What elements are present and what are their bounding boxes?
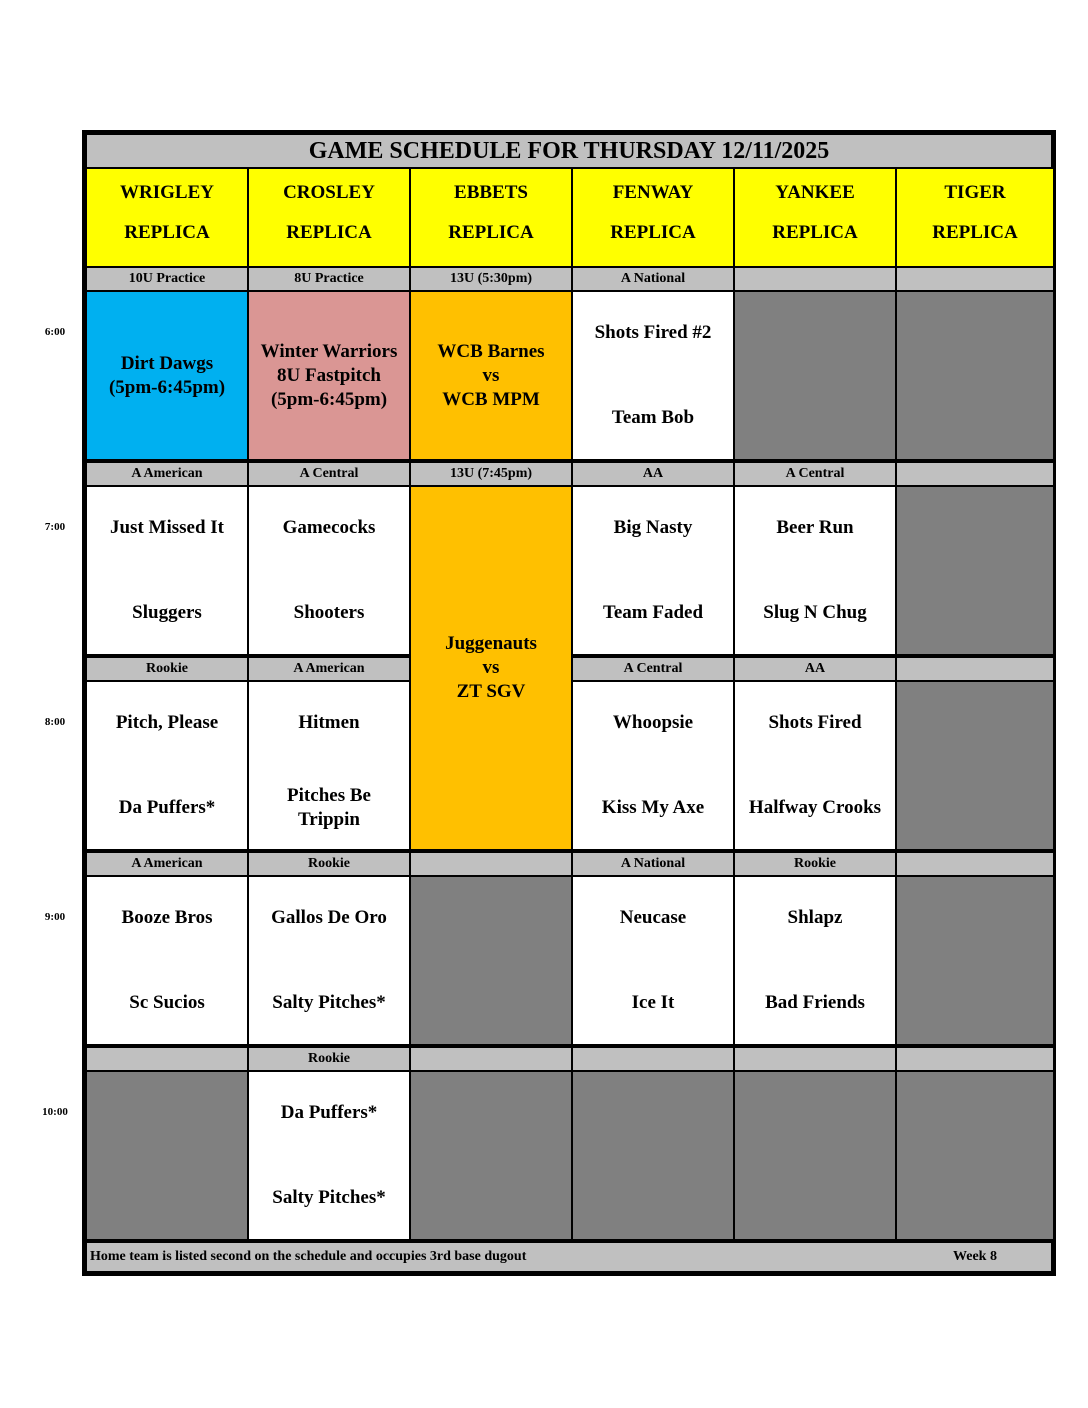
time-label: 7:00 (44, 521, 66, 533)
division-label: A National (571, 266, 735, 292)
field-header (409, 167, 573, 268)
away-team: Gamecocks (282, 517, 376, 538)
division-label (733, 1046, 897, 1072)
division-label: 13U (5:30pm) (409, 266, 573, 292)
game-cell (247, 875, 411, 1046)
game-cell (571, 680, 735, 851)
game-cell (733, 680, 897, 851)
away-team: Whoopsie (612, 712, 694, 733)
game-cell (571, 485, 735, 656)
field-name: FENWAY (612, 182, 694, 203)
event-line: vs (482, 364, 500, 386)
event-line: Juggenauts (445, 633, 537, 654)
division-label (895, 656, 1055, 682)
away-team: Shots Fired (768, 712, 862, 733)
division-label: 8U Practice (247, 266, 411, 292)
empty-slot (409, 1070, 573, 1241)
home-team: Salty Pitches* (272, 1187, 386, 1208)
division-label (895, 851, 1055, 877)
division-label: A National (571, 851, 735, 877)
division-label (895, 1046, 1055, 1072)
event-line: WCB Barnes (437, 340, 545, 362)
empty-slot (733, 1070, 897, 1241)
field-header (247, 167, 411, 268)
event-line: 8U Fastpitch (277, 364, 381, 386)
game-cell (571, 875, 735, 1046)
division-label: A American (85, 461, 249, 487)
schedule-title: GAME SCHEDULE FOR THURSDAY 12/11/2025 (85, 133, 1053, 169)
empty-slot (409, 875, 573, 1046)
game-cell (733, 875, 897, 1046)
home-team: Team Faded (602, 602, 704, 623)
division-label (409, 851, 573, 877)
home-team: Pitches Be Trippin (287, 785, 371, 830)
event-line: vs (482, 657, 500, 678)
home-team: Da Puffers* (118, 797, 216, 818)
game-cell (247, 680, 411, 851)
division-label (409, 1046, 573, 1072)
away-team: Beer Run (776, 517, 854, 538)
empty-slot (895, 290, 1055, 461)
field-header (733, 167, 897, 268)
empty-slot (895, 680, 1055, 851)
division-label (895, 266, 1055, 292)
away-team: Big Nasty (613, 517, 693, 538)
game-cell (733, 485, 897, 656)
game-cell (85, 875, 249, 1046)
event-line: ZT SGV (456, 681, 526, 702)
home-team: Kiss My Axe (601, 797, 705, 818)
empty-slot (895, 1070, 1055, 1241)
away-team: Da Puffers* (280, 1102, 378, 1123)
time-label: 8:00 (44, 716, 66, 728)
event-line: (5pm-6:45pm) (270, 388, 388, 410)
home-team: Salty Pitches* (272, 992, 386, 1013)
empty-slot (895, 485, 1055, 656)
division-label: 10U Practice (85, 266, 249, 292)
division-label: A Central (571, 656, 735, 682)
away-team: Neucase (619, 907, 687, 928)
game-cell (85, 680, 249, 851)
division-label (895, 461, 1055, 487)
away-team: Shots Fired #2 (594, 322, 712, 343)
schedule-table (82, 130, 1056, 1276)
field-subtitle: REPLICA (448, 222, 534, 243)
home-team: Team Bob (611, 407, 695, 428)
special-event-cell (247, 290, 411, 461)
game-cell (85, 485, 249, 656)
home-team: Bad Friends (765, 992, 865, 1013)
event-line: Winter Warriors (260, 340, 398, 362)
field-name: EBBETS (454, 182, 528, 203)
home-team: Halfway Crooks (748, 797, 882, 818)
footer-note (85, 1241, 1053, 1273)
game-cell (571, 290, 735, 461)
home-team: Slug N Chug (763, 602, 867, 623)
away-team: Just Missed It (109, 517, 224, 538)
game-cell (247, 485, 411, 656)
empty-slot (733, 290, 897, 461)
division-label: Rookie (247, 1046, 411, 1072)
field-header (895, 167, 1055, 268)
division-label (85, 1046, 249, 1072)
away-team: Gallos De Oro (271, 907, 387, 928)
event-line: (5pm-6:45pm) (108, 376, 226, 398)
home-team: Ice It (631, 992, 675, 1013)
division-label (571, 1046, 735, 1072)
field-subtitle: REPLICA (286, 222, 372, 243)
field-header (85, 167, 249, 268)
division-label: Rookie (733, 851, 897, 877)
field-header (571, 167, 735, 268)
time-label: 6:00 (44, 326, 66, 338)
game-cell (247, 1070, 411, 1241)
field-name: YANKEE (775, 182, 855, 203)
field-name: WRIGLEY (120, 182, 214, 203)
field-subtitle: REPLICA (772, 222, 858, 243)
division-label: AA (733, 656, 897, 682)
division-label: A American (247, 656, 411, 682)
field-name: TIGER (944, 182, 1006, 203)
field-subtitle: REPLICA (124, 222, 210, 243)
time-label: 9:00 (44, 911, 66, 923)
away-team: Booze Bros (121, 907, 213, 928)
away-team: Hitmen (298, 712, 360, 733)
empty-slot (895, 875, 1055, 1046)
event-line: Dirt Dawgs (120, 352, 214, 374)
field-subtitle: REPLICA (610, 222, 696, 243)
division-label: Rookie (247, 851, 411, 877)
footer-text: Home team is listed second on the schedule and occupies 3rd base dugout (90, 1249, 527, 1264)
special-event-cell (409, 290, 573, 461)
division-label: AA (571, 461, 735, 487)
division-label: A Central (247, 461, 411, 487)
special-event-cell (85, 290, 249, 461)
division-label: Rookie (85, 656, 249, 682)
field-subtitle: REPLICA (932, 222, 1018, 243)
home-team: Shooters (293, 602, 365, 623)
away-team: Shlapz (787, 907, 843, 928)
home-team: Sluggers (132, 602, 202, 623)
event-line: WCB MPM (442, 388, 540, 410)
division-label: A American (85, 851, 249, 877)
spanning-game-cell (409, 485, 573, 851)
division-label (733, 266, 897, 292)
division-label: 13U (7:45pm) (409, 461, 573, 487)
home-team: Sc Sucios (129, 992, 205, 1013)
away-team: Pitch, Please (115, 712, 219, 733)
division-label: A Central (733, 461, 897, 487)
week-label: Week 8 (953, 1249, 997, 1264)
empty-slot (571, 1070, 735, 1241)
field-name: CROSLEY (283, 182, 375, 203)
time-label: 10:00 (42, 1106, 68, 1118)
empty-slot (85, 1070, 249, 1241)
